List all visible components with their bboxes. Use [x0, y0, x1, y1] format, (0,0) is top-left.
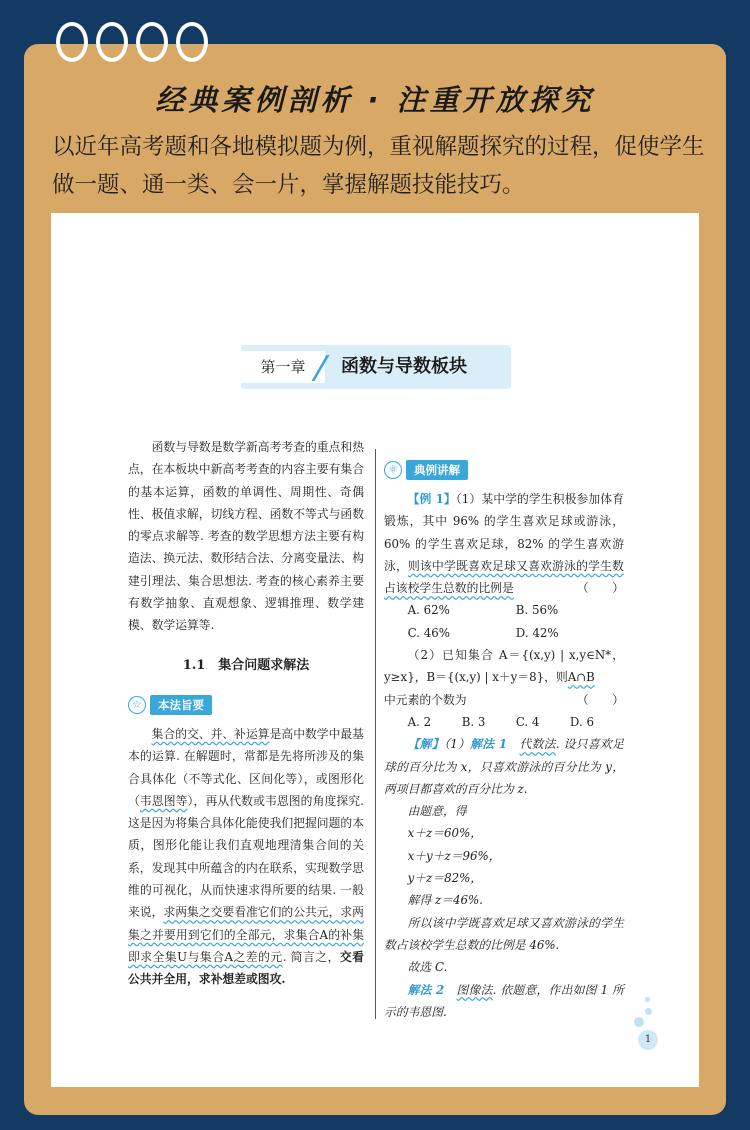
method1-text: . 设只喜欢足球的百分比为 x，只喜欢游泳的百分比为 y，两项目都喜欢的百分比为 z. — [384, 737, 624, 796]
bubble-decoration — [645, 1008, 652, 1015]
option: C. 46% — [407, 625, 450, 640]
example-q2-key: A∩B — [567, 670, 595, 685]
star-icon: ☆ — [128, 696, 146, 714]
q1-options-row2 — [384, 622, 624, 644]
answer-paren: （ ） — [576, 581, 624, 596]
method2-paragraph — [384, 979, 624, 1024]
example-q1-text: （1）某中学的学生积极参加体育锻炼，其中 96% 的学生喜欢足球或游泳，60% 的学生喜欢足球，82% 的学生喜欢游泳， — [384, 492, 624, 573]
book-page — [51, 213, 699, 1087]
solution-line: x＋y＋z＝96%， — [407, 848, 501, 863]
chapter-header — [241, 345, 511, 389]
example-tag: 【例 1】 — [407, 492, 456, 506]
binder-rings — [56, 22, 208, 62]
example-q2-tail: 中元素的个数为 — [384, 692, 467, 707]
ring-icon — [96, 22, 128, 62]
option: B. 3 — [461, 714, 486, 729]
option: A. 2 — [407, 714, 432, 729]
ring-icon — [56, 22, 88, 62]
banner-headline: 经典案例剖析 · 注重开放探究 — [155, 83, 595, 117]
solution-line: x＋z＝60%， — [407, 826, 483, 841]
gist-badge: 本法旨要 — [150, 695, 212, 715]
option: D. 42% — [515, 625, 559, 640]
bubble-decoration — [645, 997, 650, 1002]
solution-conclusion: 所以该中学既喜欢足球又喜欢游泳的学生数占该校学生总数的比例是 46%. — [384, 915, 624, 952]
gist-text-f: . 简言之， — [282, 949, 340, 964]
column-divider — [375, 449, 376, 1019]
gist-text-b: 是高中数学中最基本的运算. 在解题时，常都是先将所涉及的集合具体化（不等式化、区间化等），或图形化（ — [128, 726, 364, 808]
method2-label: 解法 2 — [407, 982, 445, 997]
bubble-decoration — [634, 1017, 644, 1027]
gist-key-c: 韦恩图等 — [139, 793, 188, 808]
banner-intro: 以近年高考题和各地模拟题为例，重视解题探究的过程，促使学生做一题、通一类、会一片，掌握解题技能技巧。 — [52, 134, 705, 198]
solution-line: 由题意，得 — [407, 804, 467, 819]
method1-label: 解法 1 — [470, 737, 508, 752]
solution-prefix: （1） — [443, 737, 471, 752]
intro-paragraph: 函数与导数是数学新高考考查的重点和热点，在本板块中新高考考查的内容主要有集合的基本运算，函数的单调性、周期性、奇偶性、极值求解，切线方程、函数不等式与函数的零点求解等. 考查的数学思想方法主要有构造法、换元法、数形结合法、分离变量法、构建引理法、集合思想法. 考查的核心素养主要有数学抽象、直观想象、逻辑推理、数学建模、数学运算等. — [128, 440, 364, 633]
example-badge: 典例讲解 — [406, 460, 468, 480]
method2-name: 图像法 — [456, 982, 493, 997]
option: A. 62% — [407, 603, 450, 618]
example-heading — [384, 460, 624, 480]
gist-heading — [128, 695, 364, 715]
q1-options-row1 — [384, 599, 624, 621]
gist-key-a: 集合的交、并、补运算 — [151, 726, 270, 741]
right-column — [384, 463, 624, 1023]
gist-summary: 交看公共并全用，求补想差或图攻. — [128, 949, 364, 987]
example-q1-key: 则该中学既喜欢足球又喜欢游泳的学生数占该校学生总数的比例是 — [384, 558, 624, 596]
solution-intro — [384, 733, 624, 800]
gist-paragraph — [128, 723, 364, 991]
ring-icon — [136, 22, 168, 62]
answer-paren: （ ） — [576, 692, 624, 707]
left-column — [128, 436, 364, 991]
atom-icon: ⚛ — [384, 461, 402, 479]
page-number: 1 — [638, 1030, 658, 1050]
solution-choice: 故选 C. — [407, 960, 448, 975]
chapter-number: 第一章 — [241, 351, 325, 383]
example-q2 — [384, 644, 624, 711]
example-q1 — [384, 488, 624, 599]
option: D. 6 — [569, 714, 594, 729]
solution-line: 解得 z＝46%. — [407, 893, 483, 908]
ring-icon — [176, 22, 208, 62]
method2-text: . 依题意，作出如图 1 所示的韦恩图. — [384, 982, 624, 1019]
chapter-title: 函数与导数板块 — [341, 356, 467, 377]
option: C. 4 — [515, 714, 540, 729]
solution-tag: 【解】 — [407, 737, 444, 752]
gist-text-d: ），再从代数或韦恩图的角度探究. 这是因为将集合具体化能使我们把握问题的本质，图形化能让我们直观地理清集合间的关系，发现其中所蕴含的内在联系，实现数学思维的可视化，从而快速求得所要的结果. 一般来说， — [128, 793, 364, 920]
method1-name: 代数法 — [519, 737, 556, 752]
solution-line: y＋z＝82%， — [407, 871, 483, 886]
q2-options — [384, 711, 624, 733]
example-q2-text: （2）已知集合 A＝{(x,y) | x,y∈N*，y≥x}，B＝{(x,y) | x＋y＝8}，则 — [384, 648, 624, 685]
section-title: 1.1 集合问题求解法 — [182, 657, 310, 673]
option: B. 56% — [515, 603, 559, 618]
gist-key-e: 求两集之交要看准它们的公共元，求两集之并要用到它们的全部元，求集合A的补集即求全集U与集合A之差的元 — [128, 905, 364, 964]
